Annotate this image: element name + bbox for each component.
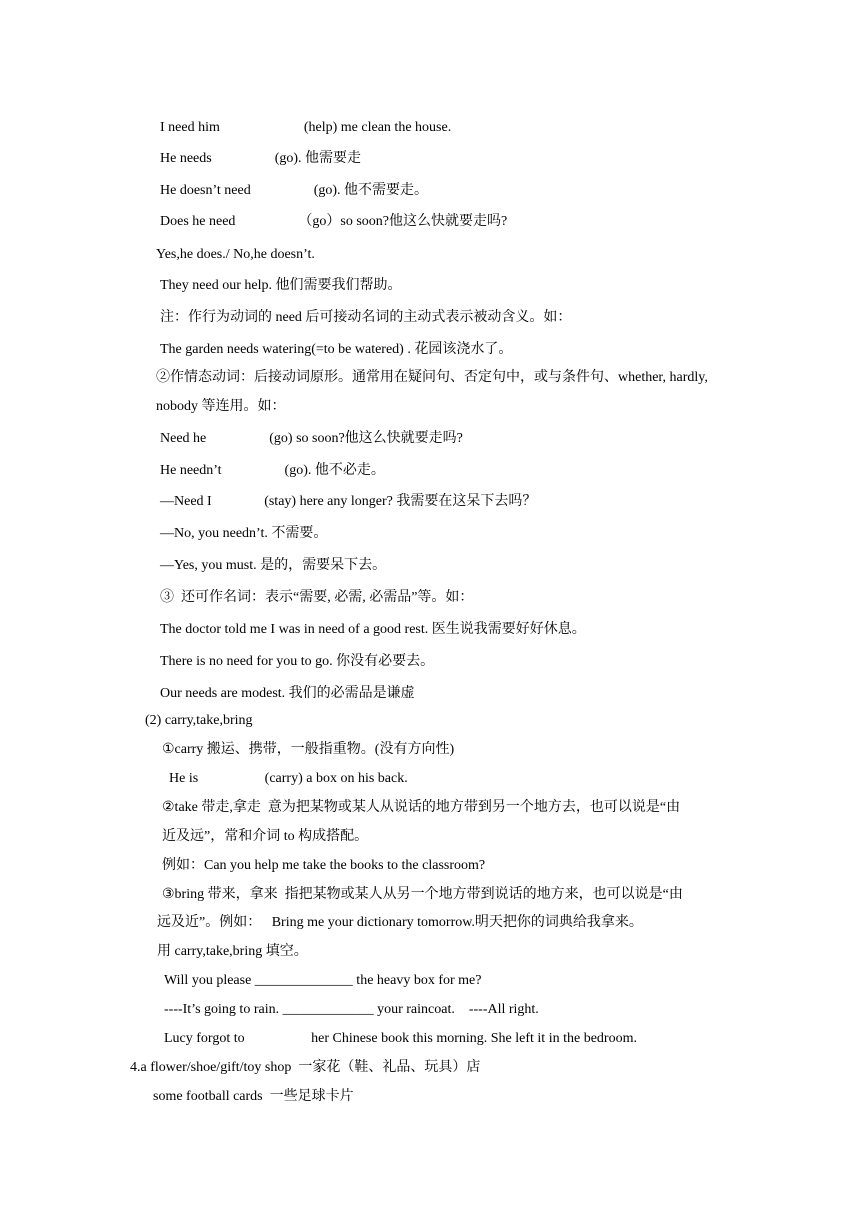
text-line: Need he (go) so soon?他这么快就要走吗? — [160, 431, 463, 446]
text-line: Will you please ______________ the heavy box for me? — [164, 973, 482, 988]
text-line: He needn’t (go). 他不必走。 — [160, 463, 385, 478]
text-line: Yes,he does./ No,he doesn’t. — [156, 247, 315, 262]
text-line: Does he need （go）so soon?他这么快就要走吗? — [160, 214, 508, 229]
text-line: —No, you needn’t. 不需要。 — [160, 526, 328, 541]
section-heading: 4.a flower/shoe/gift/toy shop 一家花（鞋、礼品、玩具）店 — [130, 1060, 481, 1075]
text-line: 例如：Can you help me take the books to the classroom? — [162, 858, 486, 873]
text-line: He is (carry) a box on his back. — [169, 771, 408, 786]
text-line: ②take 带走,拿走 意为把某物或某人从说话的地方带到另一个地方去，也可以说是“由 — [162, 800, 681, 815]
text-line: Lucy forgot to her Chinese book this morning. She left it in the bedroom. — [164, 1031, 637, 1046]
text-line: ①carry 搬运、携带，一般指重物。(没有方向性) — [162, 742, 455, 757]
text-line: nobody 等连用。如： — [156, 399, 286, 414]
text-line: ----It’s going to rain. _____________ your raincoat. ----All right. — [164, 1002, 539, 1017]
text-line: I need him (help) me clean the house. — [160, 120, 452, 135]
text-line: The garden needs watering(=to be watered) . 花园该浇水了。 — [160, 342, 513, 357]
text-line: 用 carry,take,bring 填空。 — [157, 944, 308, 959]
section-heading: (2) carry,take,bring — [145, 713, 253, 728]
text-line: There is no need for you to go. 你没有必要去。 — [160, 654, 435, 669]
text-line: ③bring 带来，拿来 指把某物或某人从另一个地方带到说话的地方来，也可以说是“由 — [162, 887, 683, 902]
text-line: Our needs are modest. 我们的必需品是谦虚 — [160, 686, 415, 701]
text-line: They need our help. 他们需要我们帮助。 — [160, 278, 402, 293]
text-line: 注：作行为动词的 need 后可接动名词的主动式表示被动含义。如： — [160, 310, 572, 325]
text-line: 近及远”，常和介词 to 构成搭配。 — [162, 829, 369, 844]
text-line: He doesn’t need (go). 他不需要走。 — [160, 183, 429, 198]
text-line: —Yes, you must. 是的，需要呆下去。 — [160, 558, 387, 573]
text-line: —Need I (stay) here any longer? 我需要在这呆下去吗？ — [160, 494, 537, 509]
text-line: ③ 还可作名词：表示“需要, 必需, 必需品”等。如： — [160, 590, 474, 605]
text-line: ②作情态动词：后接动词原形。通常用在疑问句、否定句中，或与条件句、whether, hardly, — [156, 370, 708, 385]
text-line: The doctor told me I was in need of a good rest. 医生说我需要好好休息。 — [160, 622, 586, 637]
text-line: 远及近”。例如： Bring me your dictionary tomorrow.明天把你的词典给我拿来。 — [157, 915, 643, 930]
text-line: some football cards 一些足球卡片 — [153, 1089, 354, 1104]
text-line: He needs (go). 他需要走 — [160, 151, 362, 166]
